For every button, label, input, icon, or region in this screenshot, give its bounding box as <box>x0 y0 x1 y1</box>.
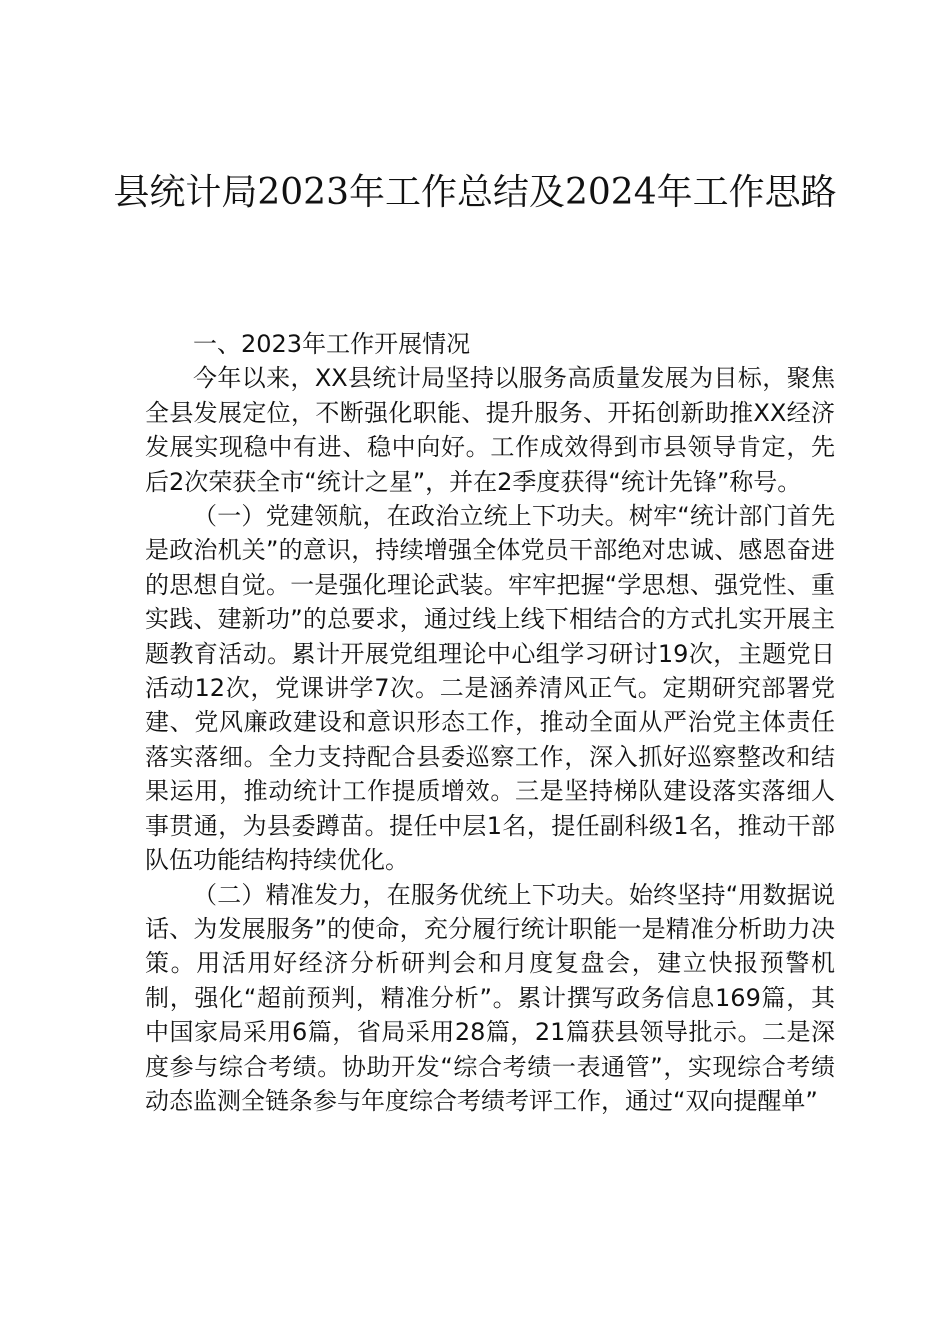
document-title: 县统计局2023年工作总结及2024年工作思路 <box>113 172 837 213</box>
paragraph-party-building: （一）党建领航，在政治立统上下功夫。树牢“统计部门首先是政治机关”的意识，持续增强全体党员干部绝对忠诚、感恩奋进的思想自觉。一是强化理论武装。牢牢把握“学思想、强党性、重实践、建新功”的总要求，通过线上线下相结合的方式扎实开展主题教育活动。累计开展党组理论中心组学习研讨19次，主题党日活动12次，党课讲学7次。二是涵养清风正气。定期研究部署党建、党风廉政建设和意识形态工作，推动全面从严治党主体责任落实落细。全力支持配合县委巡察工作，深入抓好巡察整改和结果运用，推动统计工作提质增效。三是坚持梯队建设落实落细人事贯通，为县委蹲苗。提任中层1名，提任副科级1名，推动干部队伍功能结构持续优化。 <box>145 502 835 875</box>
section-heading: 一、2023年工作开展情况 <box>193 330 471 358</box>
document-body <box>145 327 835 1118</box>
paragraph-intro: 今年以来，XX县统计局坚持以服务高质量发展为目标，聚焦全县发展定位，不断强化职能、提升服务、开拓创新助推XX经济发展实现稳中有进、稳中向好。工作成效得到市县领导肯定，先后2次荣获全市“统计之星”，并在2季度获得“统计先锋”称号。 <box>145 364 835 496</box>
paragraph-precise-service: （二）精准发力，在服务优统上下功夫。始终坚持“用数据说话、为发展服务”的使命，充分履行统计职能一是精准分析助力决策。用活用好经济分析研判会和月度复盘会，建立快报预警机制，强化“超前预判，精准分析”。累计撰写政务信息169篇，其中国家局采用6篇，省局采用28篇，21篇获县领导批示。二是深度参与综合考绩。协助开发“综合考绩一表通管”，实现综合考绩动态监测全链条参与年度综合考绩考评工作，通过“双向提醒单” <box>145 880 835 1115</box>
